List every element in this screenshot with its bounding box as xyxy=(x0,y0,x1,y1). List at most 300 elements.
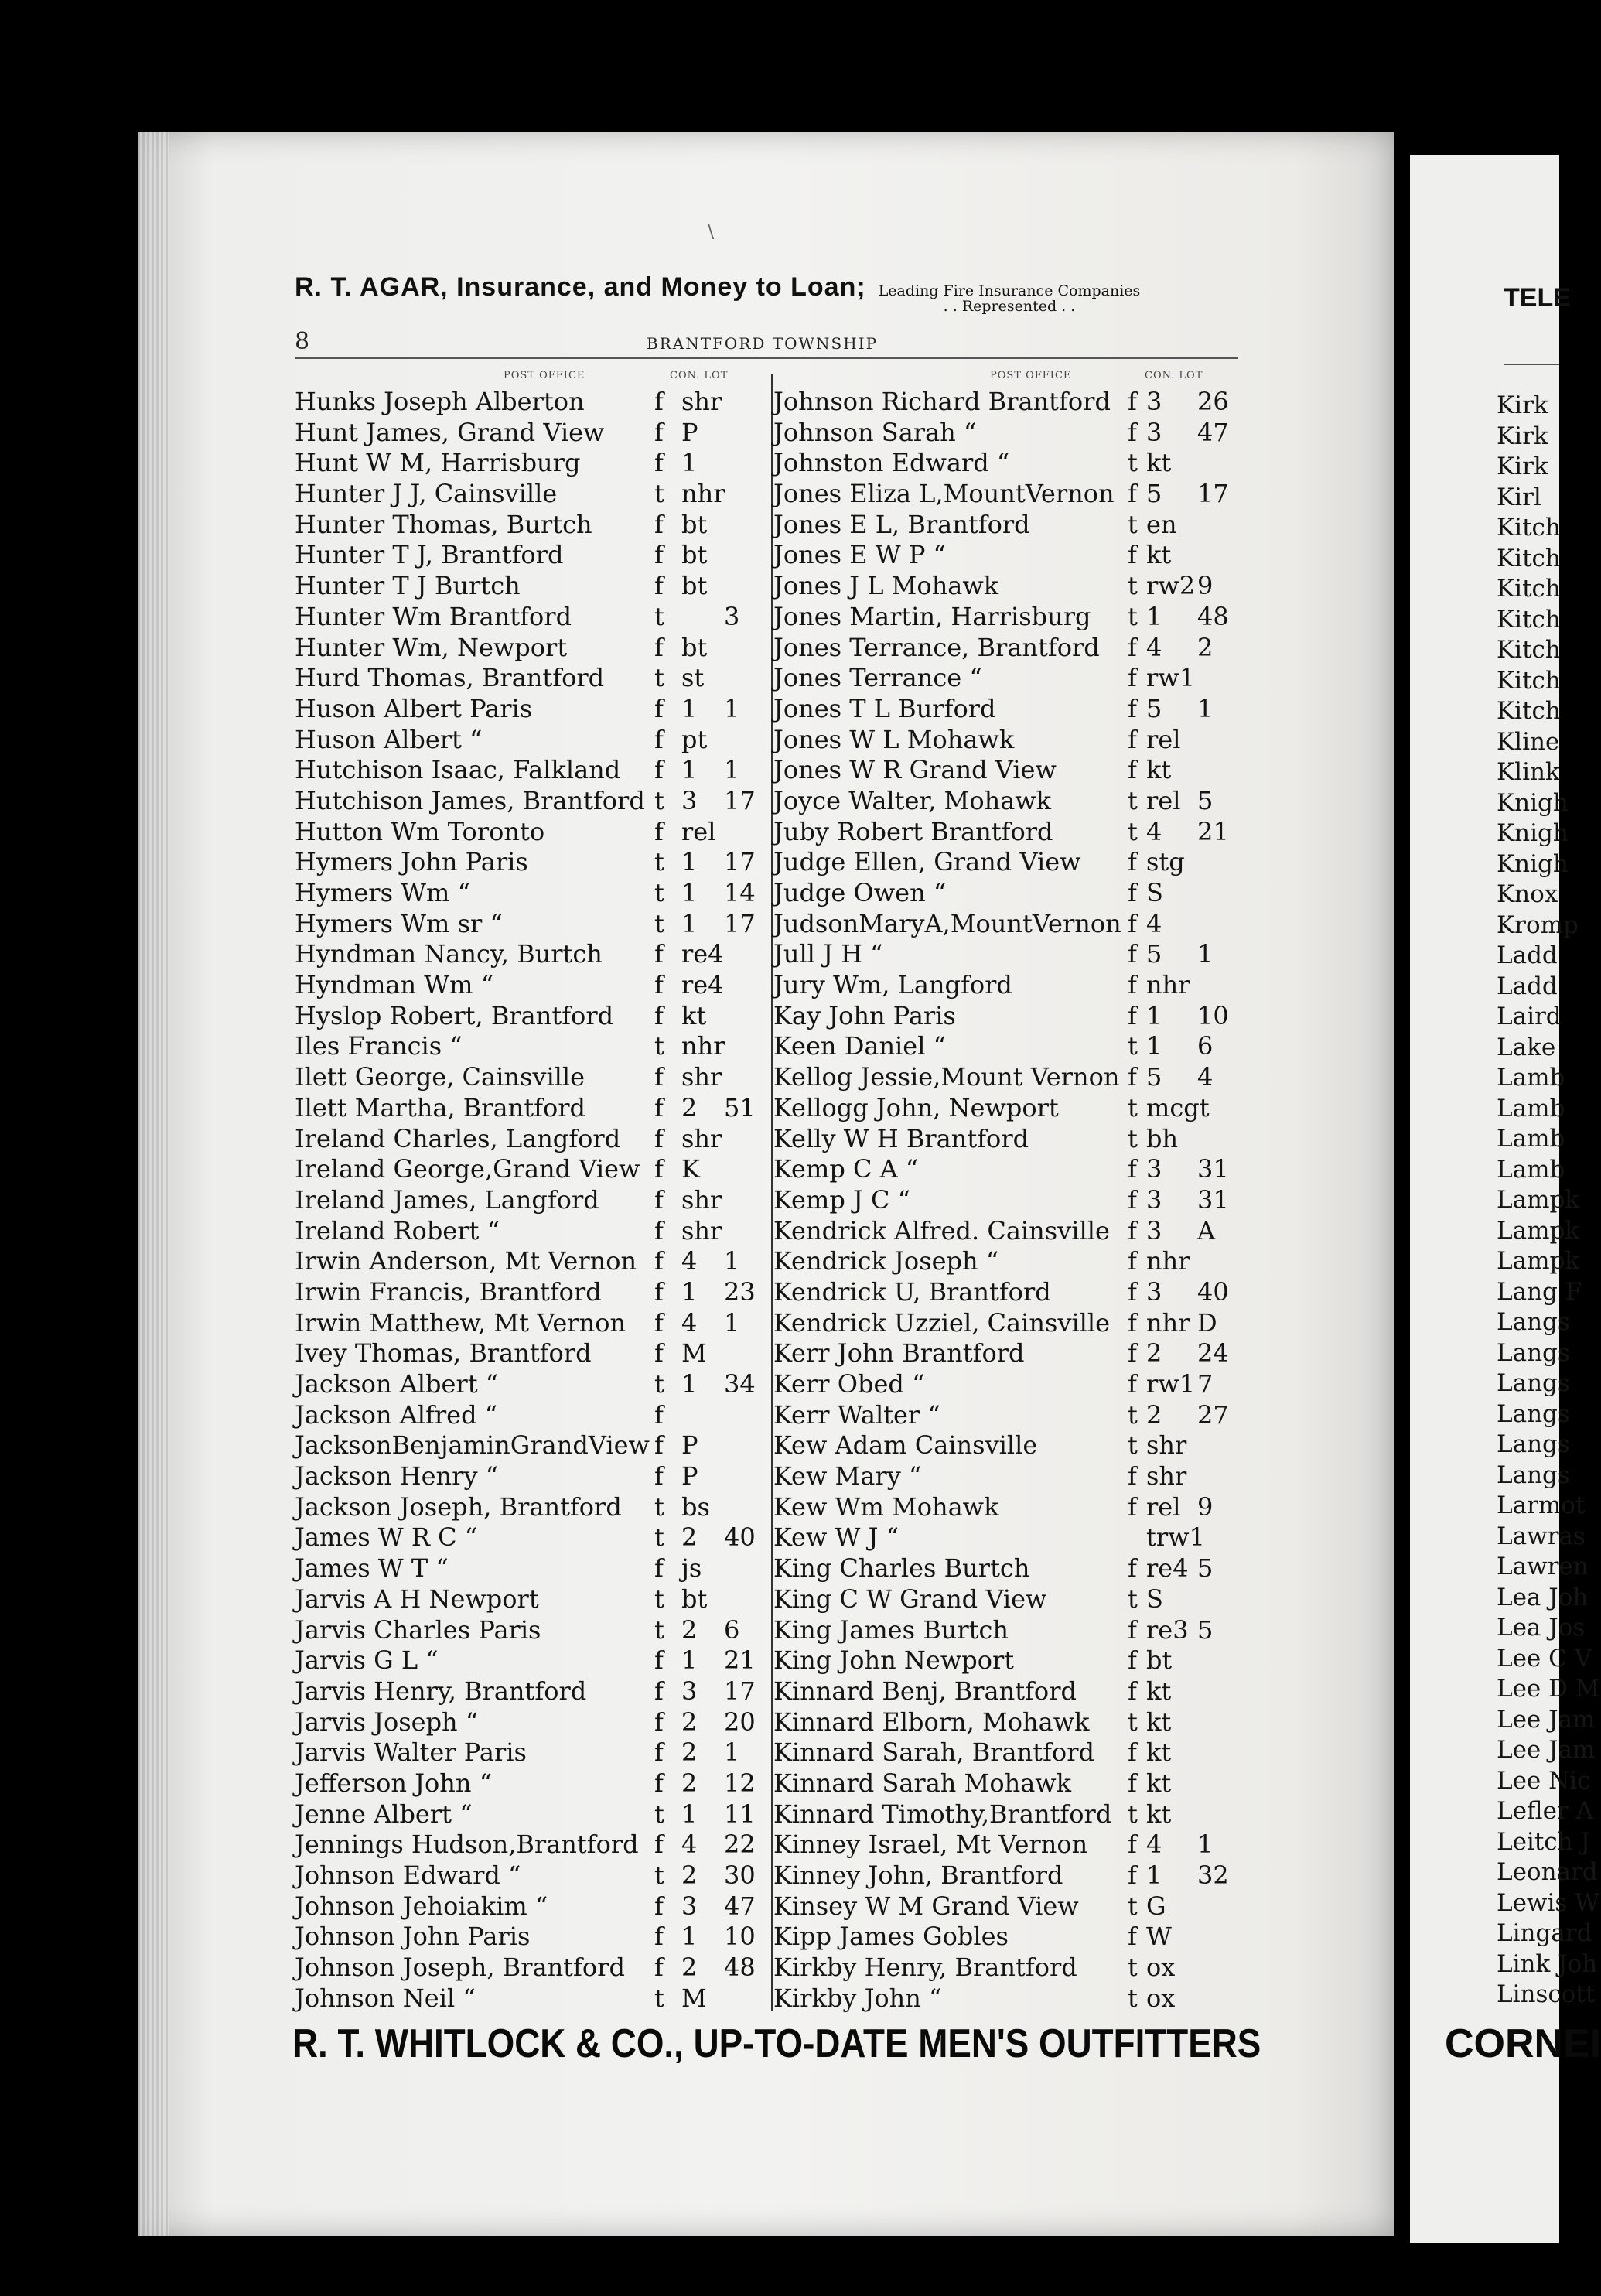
entry-name: Johnson John Paris xyxy=(295,1922,531,1952)
adjacent-entry: Lewis W xyxy=(1497,1888,1600,1917)
entry-name: Jones W L Mohawk xyxy=(773,724,1015,754)
directory-entry xyxy=(295,418,766,449)
adjacent-entry: Klink xyxy=(1497,758,1560,786)
entry-lot: 1 xyxy=(1197,939,1214,969)
entry-status: f xyxy=(654,1768,664,1798)
entry-status: f xyxy=(1128,1860,1137,1890)
adjacent-entry: Langs xyxy=(1497,1461,1570,1489)
entry-concession: 5 xyxy=(1146,1062,1162,1092)
entry-status: f xyxy=(654,970,664,1000)
entry-status: f xyxy=(1128,1369,1137,1399)
entry-name: Johnson Joseph, Brantford xyxy=(295,1953,625,1983)
entry-name: Hunter Thomas, Burtch xyxy=(295,509,592,539)
entry-status: f xyxy=(654,1461,664,1491)
entry-concession: kt xyxy=(1146,1676,1172,1706)
directory-entry xyxy=(295,1124,766,1155)
entry-name: Jones Eliza L,MountVernon xyxy=(773,479,1115,509)
entry-concession: rw1 xyxy=(1146,1369,1196,1399)
entry-concession: 5 xyxy=(1146,693,1162,723)
entry-status: f xyxy=(1128,1154,1137,1184)
directory-entry xyxy=(773,510,1237,541)
entry-concession: 2 xyxy=(1146,1338,1162,1368)
entry-status: t xyxy=(1128,1953,1138,1983)
entry-concession: shr xyxy=(1146,1461,1187,1491)
adjacent-entry: Langs xyxy=(1497,1338,1570,1367)
entry-lot: 17 xyxy=(1197,479,1229,509)
adjacent-entry: Lea Jos xyxy=(1497,1614,1586,1642)
adjacent-entry: Lea Joh xyxy=(1497,1583,1589,1611)
directory-entry xyxy=(773,1891,1237,1922)
entry-name: Ilett Martha, Brantford xyxy=(295,1092,585,1122)
directory-entry xyxy=(773,1400,1237,1431)
entry-status: t xyxy=(1128,448,1138,478)
entry-concession: 1 xyxy=(1146,601,1162,631)
adjacent-entry: Langs xyxy=(1497,1369,1570,1397)
header-ad-main: R. T. AGAR, Insurance, and Money to Loan; xyxy=(295,272,866,302)
entry-concession: 1 xyxy=(681,878,698,907)
directory-entry xyxy=(773,970,1237,1001)
entry-concession: 3 xyxy=(1146,1276,1162,1307)
entry-name: Kerr John Brantford xyxy=(773,1338,1025,1368)
entry-concession: P xyxy=(681,417,698,447)
page-number: 8 xyxy=(295,328,310,355)
adjacent-entry: Lee C V xyxy=(1497,1644,1592,1672)
entry-name: Jefferson John “ xyxy=(295,1768,493,1798)
entry-name: Ivey Thomas, Brantford xyxy=(295,1338,592,1368)
entry-status: f xyxy=(654,1676,664,1706)
directory-entry xyxy=(773,479,1237,510)
entry-status: f xyxy=(1128,1922,1137,1952)
directory-entry xyxy=(295,1246,766,1277)
entry-status: f xyxy=(1128,1737,1137,1768)
adjacent-entry: Langs xyxy=(1497,1399,1570,1428)
directory-entry xyxy=(295,1830,766,1860)
entry-status: t xyxy=(1128,1983,1138,2013)
entry-status: t xyxy=(1128,1031,1138,1061)
entry-concession: 4 xyxy=(681,1307,698,1338)
right-con-lot-header: CON. LOT xyxy=(1145,370,1203,381)
entry-name: Jarvis A H Newport xyxy=(295,1584,539,1614)
entry-concession: trw1 xyxy=(1146,1522,1205,1553)
entry-name: Hunter Wm Brantford xyxy=(295,601,572,631)
directory-entry xyxy=(295,1031,766,1062)
entry-status: t xyxy=(654,663,664,693)
directory-entry xyxy=(295,1737,766,1768)
entry-lot: 47 xyxy=(1197,417,1229,447)
entry-status: t xyxy=(654,1614,664,1645)
entry-concession: js xyxy=(681,1553,702,1584)
entry-status: f xyxy=(1128,1645,1137,1676)
entry-status: f xyxy=(654,417,664,447)
entry-status: f xyxy=(654,1830,664,1860)
entry-name: Johnson Edward “ xyxy=(295,1860,521,1890)
entry-concession: kt xyxy=(1146,540,1172,570)
entry-concession: 4 xyxy=(681,1246,698,1276)
header-advertisement xyxy=(295,272,1238,315)
entry-lot: 9 xyxy=(1197,571,1214,601)
entry-status: f xyxy=(654,632,664,662)
adjacent-entry: Lingard xyxy=(1497,1919,1592,1947)
entry-status: f xyxy=(654,1891,664,1921)
directory-entry xyxy=(295,1461,766,1492)
entry-concession: rw2 xyxy=(1146,571,1196,601)
directory-entry xyxy=(773,878,1237,909)
entry-status: f xyxy=(1128,1215,1137,1245)
entry-status: f xyxy=(654,939,664,969)
entry-name: Jones T L Burford xyxy=(773,693,996,723)
page-edge-shadow xyxy=(138,132,169,2236)
entry-name: Kinsey W M Grand View xyxy=(773,1891,1079,1921)
entry-concession: bs xyxy=(681,1491,710,1522)
adjacent-entry: Lee D M xyxy=(1497,1675,1600,1703)
adjacent-entry: Langs xyxy=(1497,1308,1570,1336)
entry-concession: shr xyxy=(1146,1430,1187,1461)
entry-concession: 2 xyxy=(681,1860,698,1890)
entry-concession: 4 xyxy=(1146,908,1162,938)
entry-name: Hyslop Robert, Brantford xyxy=(295,1000,614,1030)
entry-concession: st xyxy=(681,663,705,693)
entry-status: t xyxy=(654,908,664,938)
entry-concession: bh xyxy=(1146,1123,1179,1153)
directory-entry xyxy=(295,1891,766,1922)
entry-status: f xyxy=(1128,939,1137,969)
directory-entry xyxy=(773,1676,1237,1707)
adjacent-entry: Lampk xyxy=(1497,1247,1580,1275)
adjacent-entry: Lamb xyxy=(1497,1064,1565,1092)
entry-status: f xyxy=(654,1737,664,1768)
entry-concession: 1 xyxy=(681,1369,698,1399)
entry-lot: 17 xyxy=(724,785,756,815)
entry-status: f xyxy=(1128,1307,1137,1338)
entry-lot: 47 xyxy=(724,1891,756,1921)
entry-name: Jackson Alfred “ xyxy=(295,1399,498,1430)
entry-name: Jennings Hudson,Brantford xyxy=(295,1830,639,1860)
entry-name: Johnson Jehoiakim “ xyxy=(295,1891,548,1921)
directory-entry xyxy=(773,817,1237,848)
entry-name: Ireland Charles, Langford xyxy=(295,1123,621,1153)
entry-lot: 31 xyxy=(1197,1184,1229,1215)
entry-name: Kendrick Alfred. Cainsville xyxy=(773,1215,1110,1245)
entry-lot: 5 xyxy=(1197,785,1214,815)
directory-entry xyxy=(773,1492,1237,1523)
entry-name: Hutton Wm Toronto xyxy=(295,816,545,846)
entry-name: Kirkby Henry, Brantford xyxy=(773,1953,1077,1983)
entry-name: King John Newport xyxy=(773,1645,1015,1676)
directory-entry xyxy=(295,633,766,664)
entry-concession: M xyxy=(681,1983,707,2013)
adjacent-page-rule xyxy=(1504,364,1559,365)
entry-status: t xyxy=(654,1491,664,1522)
entry-concession: 2 xyxy=(681,1707,698,1737)
entry-concession: G xyxy=(1146,1891,1166,1921)
entry-status: t xyxy=(1128,509,1138,539)
entry-name: Jarvis Walter Paris xyxy=(295,1737,527,1768)
directory-entry xyxy=(773,725,1237,756)
entry-status: f xyxy=(654,1246,664,1276)
entry-status: f xyxy=(654,755,664,785)
entry-status: t xyxy=(654,1031,664,1061)
directory-entry xyxy=(295,1185,766,1216)
entry-status: t xyxy=(1128,1707,1138,1737)
entry-name: Jones Terrance “ xyxy=(773,663,982,693)
entry-concession: 1 xyxy=(681,755,698,785)
entry-name: Ireland George,Grand View xyxy=(295,1154,640,1184)
entry-status: f xyxy=(1128,1246,1137,1276)
entry-concession: bt xyxy=(1146,1645,1173,1676)
entry-name: Kelly W H Brantford xyxy=(773,1123,1029,1153)
adjacent-entry: Lefler A xyxy=(1497,1797,1594,1825)
entry-lot: D xyxy=(1197,1307,1217,1338)
entry-lot: 6 xyxy=(1197,1031,1214,1061)
adjacent-entry: Kromp xyxy=(1497,911,1579,939)
adjacent-entry: Lang F xyxy=(1497,1277,1582,1306)
entry-status: t xyxy=(654,601,664,631)
entry-concession: S xyxy=(1146,878,1163,907)
entry-name: Jury Wm, Langford xyxy=(773,970,1012,1000)
directory-entry xyxy=(295,909,766,940)
adjacent-entry: Ladd xyxy=(1497,941,1558,969)
entry-name: Hunt W M, Harrisburg xyxy=(295,448,581,478)
footer-advertisement: R. T. WHITLOCK & CO., UP-TO-DATE MEN'S OUTFITTERS xyxy=(292,2021,1261,2066)
adjacent-entry: Kirl xyxy=(1497,483,1541,511)
directory-entry xyxy=(295,540,766,571)
entry-concession: re4 xyxy=(1146,1553,1189,1584)
directory-entry xyxy=(773,1430,1237,1461)
entry-name: Kellog Jessie,Mount Vernon xyxy=(773,1062,1120,1092)
entry-concession: rw1 xyxy=(1146,663,1196,693)
entry-name: Johnson Richard Brantford xyxy=(773,387,1111,416)
entry-name: Kinnard Benj, Brantford xyxy=(773,1676,1077,1706)
entry-status: f xyxy=(1128,1000,1137,1030)
entry-name: Ireland James, Langford xyxy=(295,1184,599,1215)
entry-concession: kt xyxy=(1146,755,1172,785)
entry-name: Hunter T J Burtch xyxy=(295,571,521,601)
directory-entry xyxy=(773,1553,1237,1584)
entry-name: Juby Robert Brantford xyxy=(773,816,1053,846)
entry-name: Irwin Anderson, Mt Vernon xyxy=(295,1246,637,1276)
adjacent-entry: Lawren xyxy=(1497,1553,1589,1580)
adjacent-entry: Lampk xyxy=(1497,1186,1580,1214)
entry-name: Judge Owen “ xyxy=(773,878,947,907)
header-rule xyxy=(295,357,1238,359)
entry-lot: 27 xyxy=(1197,1399,1229,1430)
entry-lot: 31 xyxy=(1197,1154,1229,1184)
entry-lot: 5 xyxy=(1197,1614,1214,1645)
entry-concession: M xyxy=(681,1338,707,1368)
directory-entry xyxy=(295,1492,766,1523)
entry-lot: 17 xyxy=(724,1676,756,1706)
entry-concession: 1 xyxy=(681,1922,698,1952)
directory-entry xyxy=(295,1768,766,1799)
directory-entry xyxy=(773,1031,1237,1062)
entry-status: t xyxy=(654,479,664,509)
directory-entry xyxy=(295,602,766,633)
directory-entry xyxy=(773,1216,1237,1247)
entry-concession: 3 xyxy=(681,785,698,815)
entry-concession: pt xyxy=(681,724,708,754)
adjacent-entry: Lee Jam xyxy=(1497,1736,1596,1764)
entry-lot: 21 xyxy=(1197,816,1229,846)
entry-concession: S xyxy=(1146,1584,1163,1614)
entry-lot: 3 xyxy=(724,601,740,631)
directory-entry xyxy=(295,479,766,510)
entry-status: f xyxy=(654,1553,664,1584)
entry-name: Johnson Neil “ xyxy=(295,1983,476,2013)
adjacent-entry: Kirk xyxy=(1497,391,1548,419)
directory-entry xyxy=(295,1308,766,1339)
entry-name: James W R C “ xyxy=(295,1522,478,1553)
entry-name: Hymers John Paris xyxy=(295,847,528,877)
adjacent-entry: Kirk xyxy=(1497,422,1548,450)
entry-concession: 2 xyxy=(681,1614,698,1645)
entry-concession: 3 xyxy=(681,1676,698,1706)
entry-lot: A xyxy=(1197,1215,1216,1245)
entry-status: f xyxy=(654,1430,664,1461)
directory-entry xyxy=(773,1615,1237,1646)
entry-lot: 5 xyxy=(1197,1553,1214,1584)
directory-entry xyxy=(295,1277,766,1308)
directory-entry xyxy=(773,939,1237,970)
entry-concession: 2 xyxy=(681,1737,698,1768)
entry-lot: 2 xyxy=(1197,632,1214,662)
entry-lot: 17 xyxy=(724,847,756,877)
directory-entry xyxy=(773,1246,1237,1277)
entry-status: f xyxy=(654,1399,664,1430)
entry-status: f xyxy=(654,1307,664,1338)
directory-entry xyxy=(773,1584,1237,1615)
directory-entry xyxy=(773,448,1237,479)
directory-entry xyxy=(773,694,1237,725)
entry-concession: 1 xyxy=(681,847,698,877)
entry-status: f xyxy=(1128,387,1137,416)
directory-entry xyxy=(773,387,1237,418)
entry-lot: 23 xyxy=(724,1276,756,1307)
entry-status: t xyxy=(1128,1584,1138,1614)
entry-status: t xyxy=(1128,816,1138,846)
entry-name: Hunter Wm, Newport xyxy=(295,632,568,662)
entry-name: Jenne Albert “ xyxy=(295,1799,473,1829)
entry-concession: 1 xyxy=(681,693,698,723)
entry-status: f xyxy=(654,1338,664,1368)
directory-entry xyxy=(773,1922,1237,1953)
entry-name: Ireland Robert “ xyxy=(295,1215,500,1245)
entry-status: f xyxy=(1128,878,1137,907)
directory-entry xyxy=(295,1983,766,2014)
directory-entry xyxy=(295,970,766,1001)
entry-status: f xyxy=(654,1953,664,1983)
entry-name: Iles Francis “ xyxy=(295,1031,463,1061)
entry-name: Kendrick U, Brantford xyxy=(773,1276,1051,1307)
directory-entry xyxy=(773,1338,1237,1369)
entry-lot: 1 xyxy=(724,755,740,785)
directory-entry xyxy=(295,847,766,878)
entry-status: f xyxy=(654,1154,664,1184)
directory-entry xyxy=(773,663,1237,694)
adjacent-entry: Ladd xyxy=(1497,972,1558,1000)
entry-concession: 2 xyxy=(1146,1399,1162,1430)
entry-concession: ox xyxy=(1146,1953,1176,1983)
entry-status: f xyxy=(1128,1276,1137,1307)
directory-entry xyxy=(773,1522,1237,1553)
entry-status: t xyxy=(654,785,664,815)
entry-status: f xyxy=(654,1000,664,1030)
adjacent-entry: Leonard xyxy=(1497,1858,1598,1886)
directory-entry xyxy=(295,878,766,909)
entry-status: f xyxy=(654,1707,664,1737)
entry-concession: kt xyxy=(1146,1707,1172,1737)
entry-lot: 1 xyxy=(724,693,740,723)
entry-concession: 3 xyxy=(1146,387,1162,416)
adjacent-entry: Langs xyxy=(1497,1430,1570,1458)
directory-entry xyxy=(773,1369,1237,1400)
adjacent-entry: Lamb xyxy=(1497,1125,1565,1153)
entry-lot: 10 xyxy=(724,1922,756,1952)
entry-name: Huson Albert Paris xyxy=(295,693,533,723)
directory-entry xyxy=(295,571,766,602)
entry-name: Hurd Thomas, Brantford xyxy=(295,663,605,693)
entry-lot: 4 xyxy=(1197,1062,1214,1092)
entry-status: f xyxy=(654,1276,664,1307)
entry-name: Kendrick Uzziel, Cainsville xyxy=(773,1307,1111,1338)
adjacent-entry: Kitch xyxy=(1497,544,1561,572)
directory-entry xyxy=(773,1830,1237,1860)
entry-concession: re3 xyxy=(1146,1614,1189,1645)
adjacent-entry: Lee Jam xyxy=(1497,1705,1596,1734)
entry-name: Hyndman Wm “ xyxy=(295,970,494,1000)
directory-entry xyxy=(295,1400,766,1431)
entry-name: Kinnard Sarah Mohawk xyxy=(773,1768,1072,1798)
directory-entry xyxy=(773,1154,1237,1185)
entry-name: Johnston Edward “ xyxy=(773,448,1010,478)
entry-name: Hunter J J, Cainsville xyxy=(295,479,558,509)
adjacent-entry: Link Joh xyxy=(1497,1949,1598,1978)
entry-status: f xyxy=(654,540,664,570)
directory-entry xyxy=(295,448,766,479)
adjacent-page-entries xyxy=(1497,391,1600,2011)
entry-name: Huson Albert “ xyxy=(295,724,483,754)
adjacent-entry: Kitch xyxy=(1497,636,1561,664)
entry-name: Kew Wm Mohawk xyxy=(773,1491,999,1522)
entry-concession: rel xyxy=(1146,1491,1181,1522)
entry-concession: 1 xyxy=(1146,1031,1162,1061)
entry-concession: 1 xyxy=(1146,1000,1162,1030)
entry-name: Hunter T J, Brantford xyxy=(295,540,564,570)
directory-entry xyxy=(295,817,766,848)
entry-lot: 40 xyxy=(724,1522,756,1553)
directory-entry xyxy=(295,1001,766,1032)
entry-name: Kemp J C “ xyxy=(773,1184,910,1215)
entry-name: Jackson Albert “ xyxy=(295,1369,499,1399)
entry-status: f xyxy=(654,1062,664,1092)
entry-lot: 22 xyxy=(724,1830,756,1860)
entry-concession: P xyxy=(681,1430,698,1461)
entry-concession: kt xyxy=(1146,1799,1172,1829)
entry-name: Kendrick Joseph “ xyxy=(773,1246,999,1276)
directory-entry xyxy=(295,1953,766,1983)
entry-concession: 1 xyxy=(681,1276,698,1307)
entry-concession: bt xyxy=(681,540,708,570)
directory-entry xyxy=(295,1615,766,1646)
entry-concession: nhr xyxy=(681,479,725,509)
entry-name: Jones J L Mohawk xyxy=(773,571,999,601)
entry-status: t xyxy=(1128,1430,1138,1461)
entry-status: f xyxy=(654,509,664,539)
entry-status: t xyxy=(1128,1399,1138,1430)
entry-status: f xyxy=(1128,540,1137,570)
directory-entry xyxy=(295,725,766,756)
adjacent-entry: Kitch xyxy=(1497,697,1561,725)
entry-lot: 10 xyxy=(1197,1000,1229,1030)
